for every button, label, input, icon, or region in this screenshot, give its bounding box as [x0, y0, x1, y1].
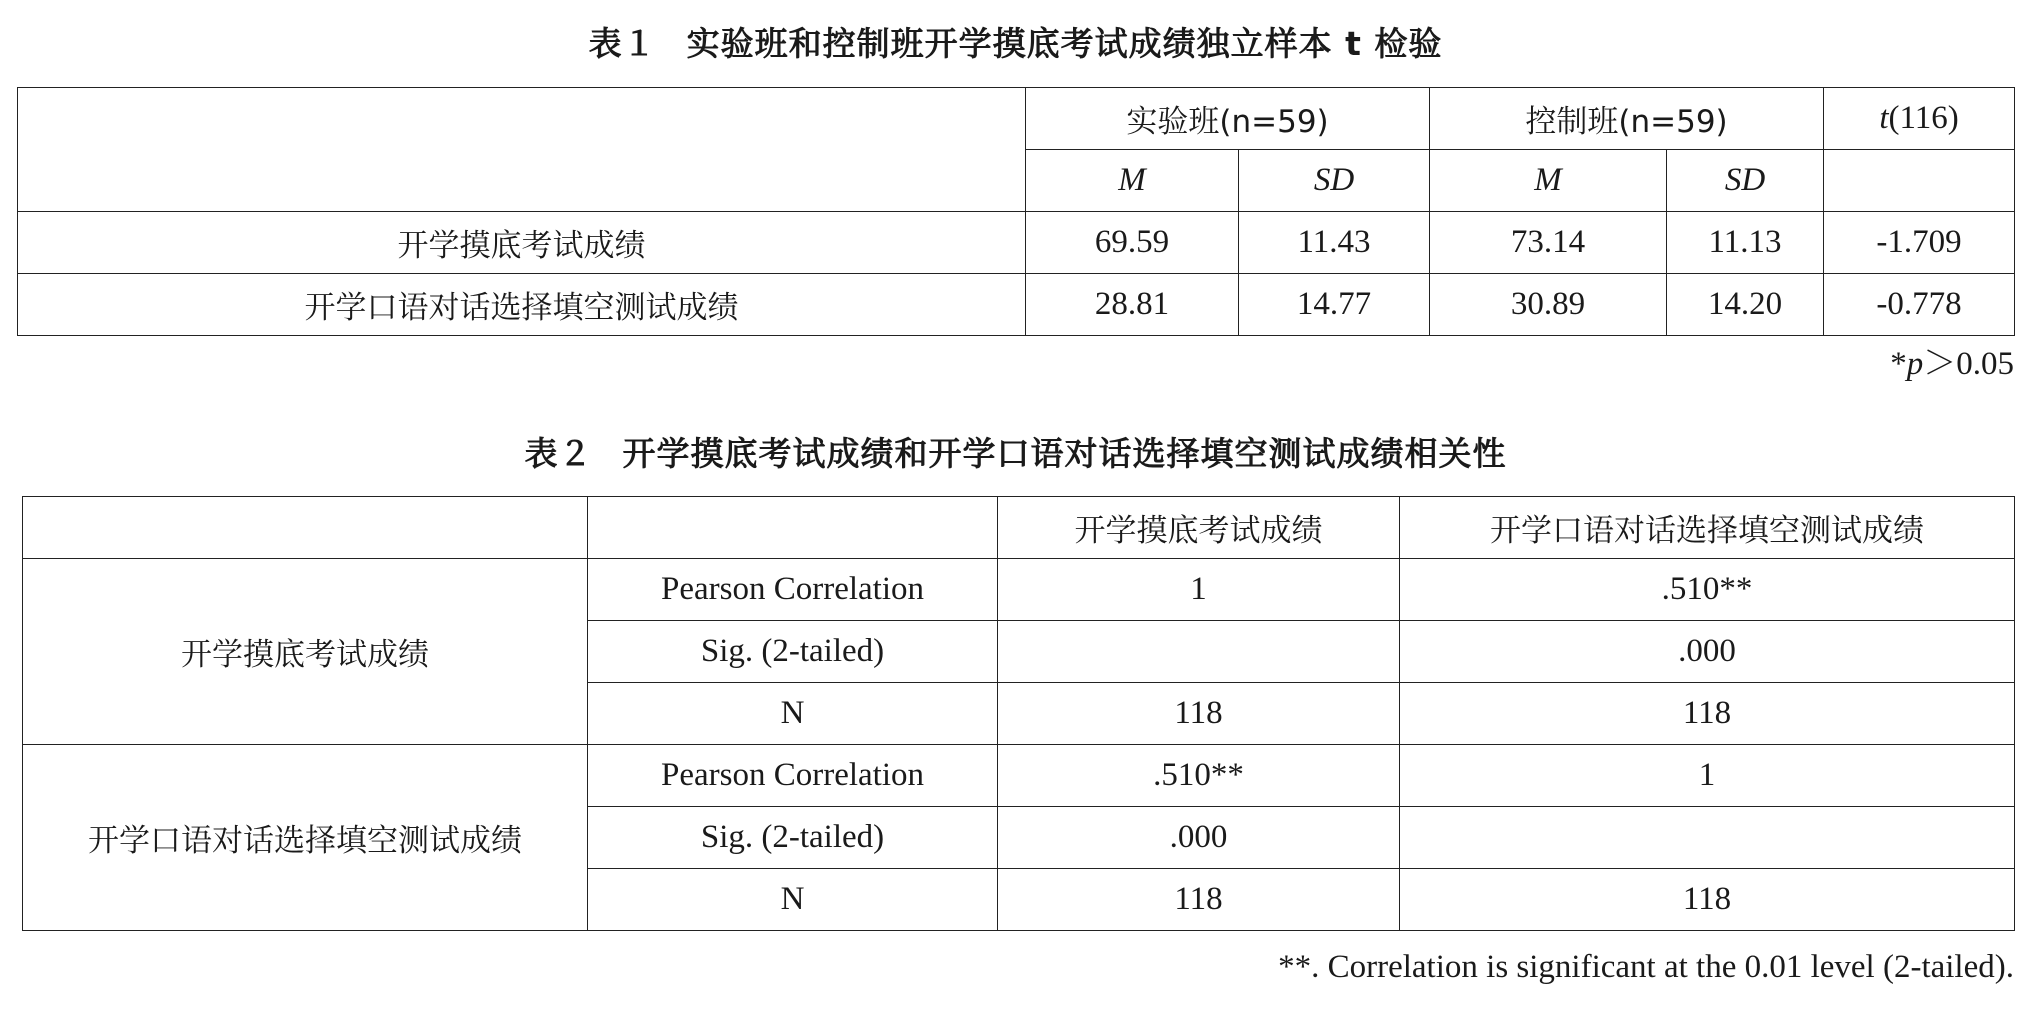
t-degrees-of-freedom: (116) [1888, 100, 1959, 136]
table1-caption-number: 表１ [588, 24, 657, 63]
table1-caption [0, 24, 2031, 63]
stat-label: N [588, 683, 998, 745]
table-header-row [18, 88, 2015, 150]
table-row [18, 212, 2015, 274]
header-empty-cell [23, 497, 588, 559]
header-exp-sd: SD [1239, 150, 1430, 212]
ctrl-mean-value: 73.14 [1430, 212, 1667, 274]
table-row [23, 745, 2015, 807]
header-exp-mean: M [1026, 150, 1239, 212]
stat-label: Sig. (2-tailed) [588, 621, 998, 683]
table1-footnote [1890, 348, 2014, 381]
header-ctrl-mean: M [1430, 150, 1667, 212]
t-value: -0.778 [1824, 274, 2015, 336]
exp-mean-value: 28.81 [1026, 274, 1239, 336]
header-oral-test: 开学口语对话选择填空测试成绩 [1400, 497, 2015, 559]
cell-value: 118 [1400, 869, 2015, 931]
table2-footnote: **. Correlation is significant at the 0.01 level (2-tailed). [1278, 949, 2014, 985]
group-label: 开学摸底考试成绩 [23, 559, 588, 745]
footnote-p-symbol: p [1906, 346, 1924, 382]
t-symbol: t [1879, 100, 1889, 136]
ctrl-mean-value: 30.89 [1430, 274, 1667, 336]
ctrl-sd-value: 14.20 [1667, 274, 1824, 336]
cell-value: 118 [998, 683, 1400, 745]
exp-mean-value: 69.59 [1026, 212, 1239, 274]
ctrl-sd-value: 11.13 [1667, 212, 1824, 274]
table-row [23, 559, 2015, 621]
table-header-row [23, 497, 2015, 559]
table-row [18, 274, 2015, 336]
header-experimental-group: 实验班(n=59) [1026, 88, 1430, 150]
row-label: 开学摸底考试成绩 [18, 212, 1026, 274]
table2-caption [0, 434, 2031, 473]
table2-caption-title: 开学摸底考试成绩和开学口语对话选择填空测试成绩相关性 [622, 434, 1507, 473]
cell-value: 1 [998, 559, 1400, 621]
header-empty-cell [1824, 150, 2015, 212]
exp-sd-value: 11.43 [1239, 212, 1430, 274]
correlation-table [22, 496, 2015, 931]
cell-value: .510** [1400, 559, 2015, 621]
cell-value [998, 621, 1400, 683]
cell-value: .510** [998, 745, 1400, 807]
table1-caption-title: 实验班和控制班开学摸底考试成绩独立样本 t 检验 [686, 24, 1443, 63]
header-empty-cell [588, 497, 998, 559]
header-empty-cell [18, 88, 1026, 212]
cell-value: .000 [998, 807, 1400, 869]
t-value: -1.709 [1824, 212, 2015, 274]
footnote-threshold: ＞0.05 [1923, 346, 2014, 382]
footnote-star: * [1890, 346, 1907, 382]
group-label: 开学口语对话选择填空测试成绩 [23, 745, 588, 931]
cell-value [1400, 807, 2015, 869]
header-control-group: 控制班(n=59) [1430, 88, 1824, 150]
stat-label: Sig. (2-tailed) [588, 807, 998, 869]
header-ctrl-sd: SD [1667, 150, 1824, 212]
header-entrance-exam: 开学摸底考试成绩 [998, 497, 1400, 559]
header-t-statistic [1824, 88, 2015, 150]
exp-sd-value: 14.77 [1239, 274, 1430, 336]
row-label: 开学口语对话选择填空测试成绩 [18, 274, 1026, 336]
cell-value: 118 [1400, 683, 2015, 745]
stat-label: N [588, 869, 998, 931]
t-test-table [17, 87, 2015, 336]
stat-label: Pearson Correlation [588, 745, 998, 807]
cell-value: .000 [1400, 621, 2015, 683]
stat-label: Pearson Correlation [588, 559, 998, 621]
table2-caption-number: 表２ [524, 434, 593, 473]
cell-value: 1 [1400, 745, 2015, 807]
cell-value: 118 [998, 869, 1400, 931]
